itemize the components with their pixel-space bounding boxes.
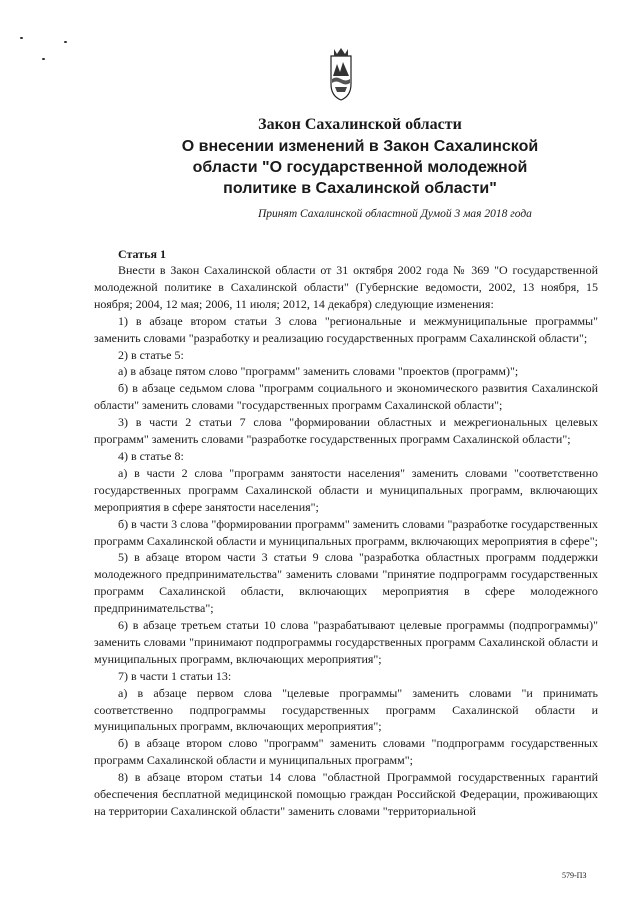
paragraph: 8) в абзаце втором статьи 14 слова "областной Программой государственных гарантий обеспечения бесплатной медицинской помощью граждан Российской Федерации, проживающих на территории Сахалинской области" заменить словами "территориальной — [94, 770, 598, 818]
paragraph: 7) в части 1 статьи 13: — [118, 668, 232, 683]
paragraph: а) в части 2 слова "программ занятости населения" заменить словами "соответственно государственных программ Сахалинской области и муниципальных программ, включающих мероприятия в сфере занятости населения"; — [94, 465, 598, 514]
paragraph: б) в части 3 слова "формировании программ" заменить словами "разработке государственных программ Сахалинской области и муниципальных программ, включающих мероприятия в сфере"; — [94, 516, 598, 548]
page-code: 579-ПЗ — [562, 871, 587, 880]
law-subject-line: области "О государственной молодежной — [192, 159, 528, 176]
paragraph: 4) в статье 8: — [118, 448, 184, 463]
article-heading: Статья 1 — [118, 247, 166, 261]
paragraph: б) в абзаце втором слово "программ" заменить словами "подпрограмм государственных программ Сахалинской области и муниципальных программ"; — [94, 736, 598, 768]
law-title: Закон Сахалинской области — [258, 116, 462, 133]
paragraph: 2) в статье 5: — [118, 347, 184, 362]
scan-speck — [42, 58, 45, 60]
paragraph: 6) в абзаце третьем статьи 10 слова "разрабатывают целевые программы (подпрограммы)" заменить словами "принимают подпрограммы государственных программ Сахалинской области и муниципальных программ, включающих мероприятия"; — [94, 618, 598, 666]
paragraph: 5) в абзаце втором части 3 статьи 9 слова "разработка областных программ поддержки молодежного предпринимательства" заменить словами "принятие подпрограмм государственных программ Сахалинской области, включающих мероприятия в сфере молодежного предпринимательства"; — [94, 550, 598, 616]
law-subject-line: О внесении изменений в Закон Сахалинской — [181, 138, 539, 155]
law-subject-line: политике в Сахалинской области" — [223, 180, 497, 197]
scan-speck — [64, 41, 67, 43]
paragraph: 1) в абзаце втором статьи 3 слова "региональные и межмуниципальные программы" заменить словами "разработку и реализацию государственных программ Сахалинской области"; — [94, 313, 598, 345]
paragraph: б) в абзаце седьмом слова "программ социального и экономического развития Сахалинской области" заменить словами "государственных программ Сахалинской области"; — [94, 381, 598, 413]
paragraph: 3) в части 2 статьи 7 слова "формировании областных и межрегиональных целевых программ" заменить словами "разработке государственных программ Сахалинской области"; — [94, 415, 598, 447]
adoption-note: Принят Сахалинской областной Думой 3 мая 2018 года — [258, 208, 532, 220]
coat-of-arms-icon — [326, 46, 356, 106]
law-subject — [100, 136, 620, 199]
article-body — [94, 262, 598, 820]
scan-speck — [20, 37, 23, 39]
paragraph: Внести в Закон Сахалинской области от 31 октября 2002 года № 369 "О государственной молодежной политике в Сахалинской области" (Губернские ведомости, 2002, 13 ноября, 15 ноября; 2004, 12 мая; 2006, 11 июля; 2012, 14 декабря) следующие изменения: — [94, 263, 598, 311]
paragraph: а) в абзаце первом слова "целевые программы" заменить словами "и принимать соответственно подпрограммы государственных программ Сахалинской области и муниципальных программ, включающих мероприятия"; — [94, 685, 598, 734]
paragraph: а) в абзаце пятом слово "программ" заменить словами "проектов (программ)"; — [118, 364, 519, 379]
